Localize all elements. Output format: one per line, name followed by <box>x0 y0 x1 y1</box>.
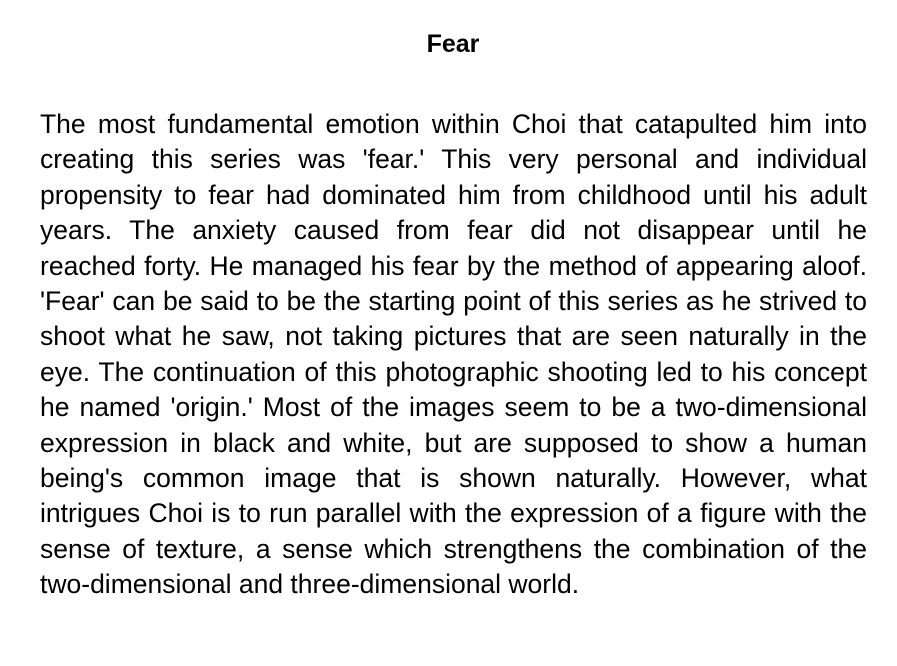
body-paragraph: The most fundamental emotion within Choi that catapulted him into creating this series was 'fear.' This very personal and individual propensity to fear had dominated him from childhood until his adult years. The anxiety caused from fear did not disappear until he reached forty. He managed his fear by the method of appearing aloof. 'Fear' can be said to be the starting point of this series as he strived to shoot what he saw, not taking pictures that are seen naturally in the eye. The continuation of this photographic shooting led to his concept he named 'origin.' Most of the images seem to be a two-dimensional expression in black and white, but are supposed to show a human being's common image that is shown naturally. However, what intrigues Choi is to run parallel with the expression of a figure with the sense of texture, a sense which strengthens the combination of the two-dimensional and three-dimensional world. <box>40 109 867 600</box>
document-title: Fear <box>426 30 480 58</box>
